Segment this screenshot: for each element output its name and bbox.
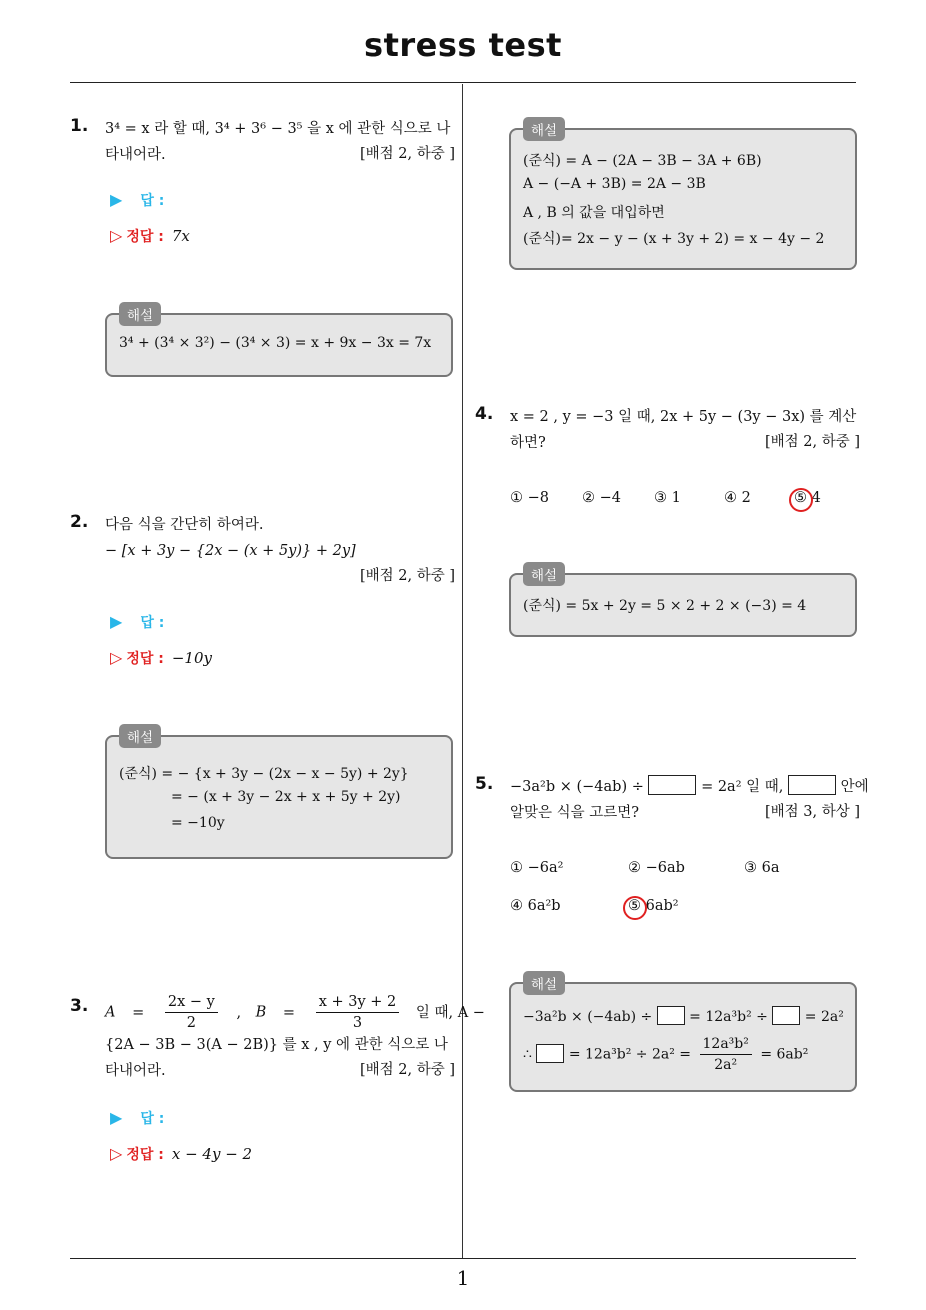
solution-tag: 해설 (119, 302, 161, 326)
page-number: 1 (456, 1266, 470, 1290)
solution-tag: 해설 (119, 724, 161, 748)
selected-choice-circle (623, 896, 647, 920)
selected-choice-circle (789, 488, 813, 512)
choice-1[interactable]: ① −6a² (510, 860, 564, 876)
solution-box (105, 308, 453, 377)
problem-text-line2: {2A − 3B − 3(A − 2B)} 를 x , y 에 관한 식으로 나 (105, 1037, 448, 1053)
column-divider (462, 84, 463, 1259)
problem-number: 2. (70, 512, 89, 532)
problem-text: 3⁴ = x 라 할 때, 3⁴ + 3⁶ − 3⁵ 을 x 에 관한 식으로 나타내어라. (105, 121, 451, 163)
problem-number: 3. (70, 996, 89, 1016)
solution-line-1: −3a²b × (−4ab) ÷ = 12a³b² ÷ = 2a² (523, 1006, 844, 1025)
choice-2[interactable]: ② −6ab (628, 860, 685, 876)
choice-4[interactable]: ④ 2 (724, 490, 751, 506)
triangle-right-icon: ▷ (110, 648, 123, 667)
fraction-a: $\frac{2x - y}{2}$ (165, 992, 218, 1033)
blank-box (788, 775, 836, 795)
problem-text: x = 2 , y = −3 일 때, 2x + 5y − (3y − 3x) 를 계산하면? (510, 409, 857, 451)
problem-text-line1: −3a²b × (−4ab) ÷ = 2a² 일 때, 안에 (510, 774, 860, 800)
solution-fraction: $\frac{\text{12a³b²}}{\text{2a²}}$ (700, 1034, 752, 1075)
var-b: B (255, 1004, 267, 1021)
answer-label: 답 : (140, 193, 165, 209)
correct-answer-row (110, 648, 212, 668)
choice-4[interactable]: ④ 6a²b (510, 898, 561, 914)
triangle-right-icon: ▷ (110, 226, 123, 245)
blank-box (536, 1044, 564, 1063)
problem-number: 4. (475, 404, 494, 424)
problem-number: 5. (475, 774, 494, 794)
choice-1[interactable]: ① −8 (510, 490, 549, 506)
correct-answer-row (110, 1144, 252, 1164)
solution-line: = −10y (171, 815, 225, 831)
answer-label: 답 : (140, 615, 165, 631)
solution-line: (준식) = − {x + 3y − (2x − x − 5y) + 2y} (119, 766, 409, 782)
play-icon: ▶ (110, 190, 123, 209)
problem-expression: − [x + 3y − {2x − (x + 5y)} + 2y] (105, 543, 356, 559)
problem-number: 1. (70, 116, 89, 136)
correct-label: 정답 : (126, 229, 164, 245)
problem-meta: [배점 2, 하중 ] (359, 568, 455, 584)
blank-box (657, 1006, 685, 1025)
choice-5[interactable]: ⑤ 4 (794, 490, 821, 506)
solution-tag: 해설 (523, 971, 565, 995)
solution-box (105, 730, 453, 859)
solution-line: (준식) = 5x + 2y = 5 × 2 + 2 × (−3) = 4 (523, 598, 807, 614)
choice-3[interactable]: ③ 6a (744, 860, 780, 876)
triangle-right-icon: ▷ (110, 1144, 123, 1163)
problem-meta: [배점 2, 하중 ] (764, 434, 860, 450)
solution-tag: 해설 (523, 562, 565, 586)
choice-3[interactable]: ③ 1 (654, 490, 681, 506)
answer-row (110, 190, 164, 210)
play-icon: ▶ (110, 612, 123, 631)
problem-text: 다음 식을 간단히 하여라. (105, 517, 264, 533)
correct-label: 정답 : (126, 651, 164, 667)
correct-label: 정답 : (126, 1147, 164, 1163)
footer-rule (70, 1258, 856, 1259)
solution-box (509, 568, 857, 637)
solution-box-problem-3 (509, 123, 857, 270)
solution-line: A , B 의 값을 대입하면 (523, 205, 665, 221)
problem-text-line3: 타내어라. (105, 1063, 166, 1079)
problem-meta: [배점 2, 하중 ] (359, 1062, 455, 1078)
problem-meta: [배점 3, 하상 ] (764, 804, 860, 820)
correct-value: 7x (171, 227, 190, 245)
answer-row (110, 1108, 164, 1128)
solution-line: = − (x + 3y − 2x + x + 5y + 2y) (171, 789, 401, 805)
blank-box (648, 775, 696, 795)
correct-value: −10y (171, 649, 212, 667)
play-icon: ▶ (110, 1108, 123, 1127)
correct-value: x − 4y − 2 (171, 1145, 253, 1163)
correct-answer-row (110, 226, 190, 246)
answer-row (110, 612, 164, 632)
choice-2[interactable]: ② −4 (582, 490, 621, 506)
solution-line: 3⁴ + (3⁴ × 3²) − (3⁴ × 3) = x + 9x − 3x = 7x (119, 335, 432, 351)
answer-label: 답 : (140, 1111, 165, 1127)
fraction-b: $\frac{x + 3y + 2}{3}$ (316, 992, 400, 1033)
solution-line: A − (−A + 3B) = 2A − 3B (523, 176, 706, 192)
solution-line: (준식)= 2x − y − (x + 3y + 2) = x − 4y − 2 (523, 231, 825, 247)
choice-5[interactable]: ⑤ 6ab² (628, 898, 679, 914)
solution-line-2: ∴ = 12a³b² ÷ 2a² = $\frac{\text{12a³b²}}{\text{2a²}}$ = 6ab² (523, 1036, 809, 1073)
problem-text-line2: 알맞은 식을 고르면? (510, 805, 640, 821)
solution-line: (준식) = A − (2A − 3B − 3A + 6B) (523, 153, 762, 169)
var-a: A (105, 1004, 116, 1021)
page-title: stress test (364, 26, 562, 64)
problem-meta: [배점 2, 하중 ] (359, 146, 455, 162)
problem-text-line1: A = $\frac{2x - y}{2}$ , B = $\frac{x + 3y + 2}{3}$ 일 때, A − (105, 994, 485, 1031)
header-rule (70, 82, 856, 83)
blank-box (772, 1006, 800, 1025)
solution-tag: 해설 (523, 117, 565, 141)
solution-box (509, 977, 857, 1092)
